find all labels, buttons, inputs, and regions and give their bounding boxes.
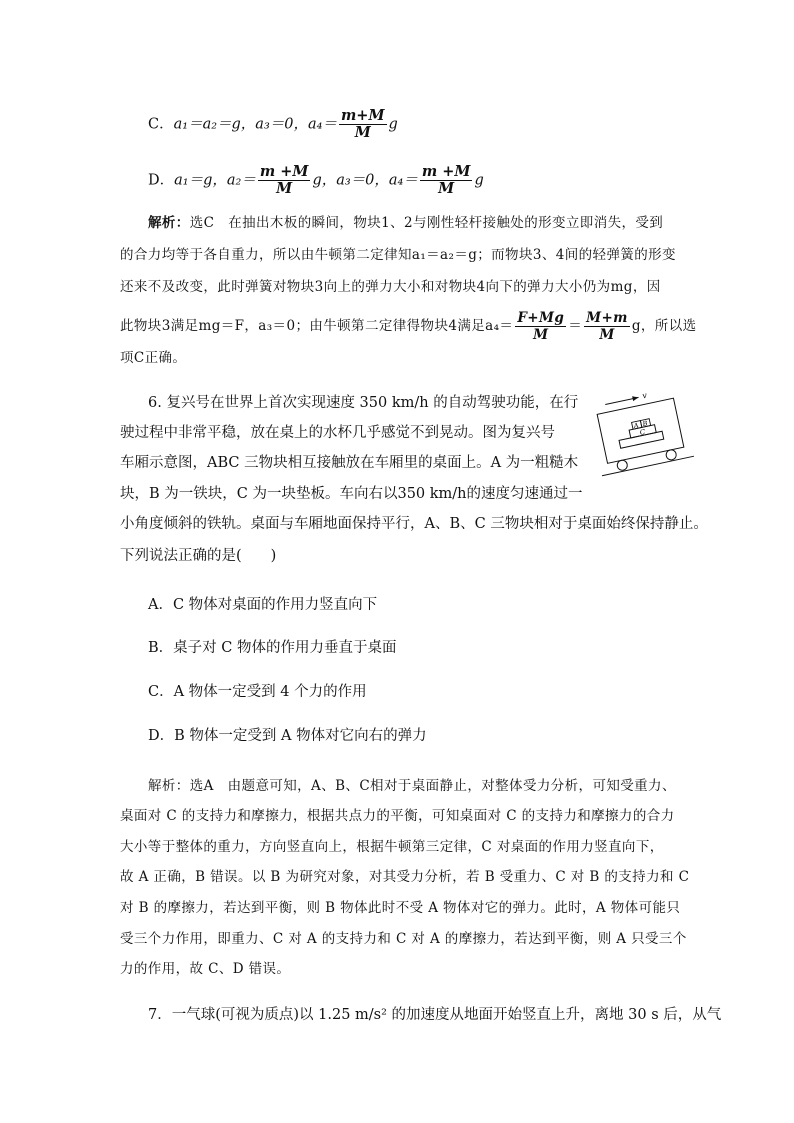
- q5-solution-line-3: 还来不及改变，此时弹簧对物块3向上的弹力大小和对物块4向下的弹力大小仍为mg，因: [120, 279, 661, 295]
- q5-solution-line-1: 解析：选C 在抽出木板的瞬间，物块1、2与刚性轻杆接触处的形变立即消失，受到: [148, 215, 664, 231]
- q5-option-c-lhs: a₁＝a₂＝g，a₃＝0，a₄＝: [173, 116, 337, 133]
- q6-stem-line-3: 车厢示意图，ABC 三物块相互接触放在车厢里的桌面上。A 为一粗糙木: [120, 455, 579, 471]
- q5-option-d-fraction-1: $\frac{m +M}{M}$: [259, 163, 309, 197]
- q7-stem-line-1: 7．一气球(可视为质点)以 1.25 m/s² 的加速度从地面开始竖直上升，离地 30 s 后，从气: [148, 1007, 722, 1023]
- q6-solution-line-4: 故 A 正确，B 错误。以 B 为研究对象，对其受力分析，若 B 受重力、C 对 B 的支持力和 C: [120, 869, 690, 885]
- q6-option-c: C．A 物体一定受到 4 个力的作用: [148, 684, 367, 700]
- q6-solution-line-6: 受三个力作用，即重力、C 对 A 的支持力和 C 对 A 的摩擦力，若达到平衡，则 A 只受三个: [120, 931, 687, 947]
- q6-solution-line-1: 解析：选A 由题意可知，A、B、C相对于桌面静止，对整体受力分析，可知受重力、: [148, 778, 676, 794]
- q6-option-a: A．C 物体对桌面的作用力竖直向下: [148, 597, 378, 613]
- q5-option-d-fraction-2: $\frac{m +M}{M}$: [421, 163, 471, 197]
- q5-solution-fraction-2: $\frac{M+m}{M}$: [586, 310, 628, 343]
- block-b-label: B: [641, 419, 649, 429]
- train-carriage-diagram: [585, 388, 695, 478]
- q5-option-c-fraction: $\frac{m+M}{M}$: [340, 107, 385, 141]
- q6-solution-line-7: 力的作用，故 C、D 错误。: [120, 961, 291, 977]
- q5-solution-line-2: 的合力均等于各自重力，所以由牛顿第二定律知a₁＝a₂＝g；而物块3、4间的轻弹簧的形变: [120, 247, 676, 263]
- q5-solution-line-5: 项C正确。: [120, 350, 187, 366]
- q6-stem-line-4: 块，B 为一铁块，C 为一块垫板。车向右以350 km/h的速度匀速通过一: [120, 486, 583, 502]
- q6-stem-line-6: 下列说法正确的是( ): [120, 548, 277, 564]
- q6-solution-line-3: 大小等于整体的重力，方向竖直向上，根据牛顿第三定律，C 对桌面的作用力竖直向下，: [120, 839, 664, 855]
- block-c-label: C: [639, 427, 647, 437]
- block-a-label: A: [633, 421, 640, 430]
- q5-option-c: C．a₁＝a₂＝g，a₃＝0，a₄＝ $\frac{m+M}{M}$ g: [148, 107, 398, 141]
- q5-solution-line-4: 此物块3满足mg＝F，a₃＝0；由牛顿第二定律得物块4满足a₄＝ $\frac{F+Mg}{M}$ ＝ $\frac{M+m}{M}$ g，所以选: [120, 310, 697, 343]
- velocity-label: v: [641, 390, 648, 401]
- q6-option-b: B．桌子对 C 物体的作用力垂直于桌面: [148, 640, 397, 656]
- q6-stem-line-1: 6. 复兴号在世界上首次实现速度 350 km/h 的自动驾驶功能，在行: [148, 395, 579, 411]
- q6-solution-line-5: 对 B 的摩擦力，若达到平衡，则 B 物体此时不受 A 物体对它的弹力。此时，A 物体可能只: [120, 900, 681, 916]
- q5-solution-fraction-1: $\frac{F+Mg}{M}$: [517, 310, 565, 343]
- q6-stem-line-2: 驶过程中非常平稳，放在桌上的水杯几乎感觉不到晃动。图为复兴号: [120, 425, 555, 441]
- q6-option-d: D．B 物体一定受到 A 物体对它向右的弹力: [148, 728, 427, 744]
- q6-stem-line-5: 小角度倾斜的铁轨。桌面与车厢地面保持平行，A、B、C 三物块相对于桌面始终保持静止。: [120, 516, 708, 532]
- train-carriage-figure: [585, 388, 695, 478]
- q6-solution-line-2: 桌面对 C 的支持力和摩擦力，根据共点力的平衡，可知桌面对 C 的支持力和摩擦力的合力: [120, 808, 675, 824]
- q5-option-d: D．a₁＝g，a₂＝ $\frac{m +M}{M}$ g，a₃＝0，a₄＝ $\frac{m +M}{M}$ g: [148, 163, 484, 197]
